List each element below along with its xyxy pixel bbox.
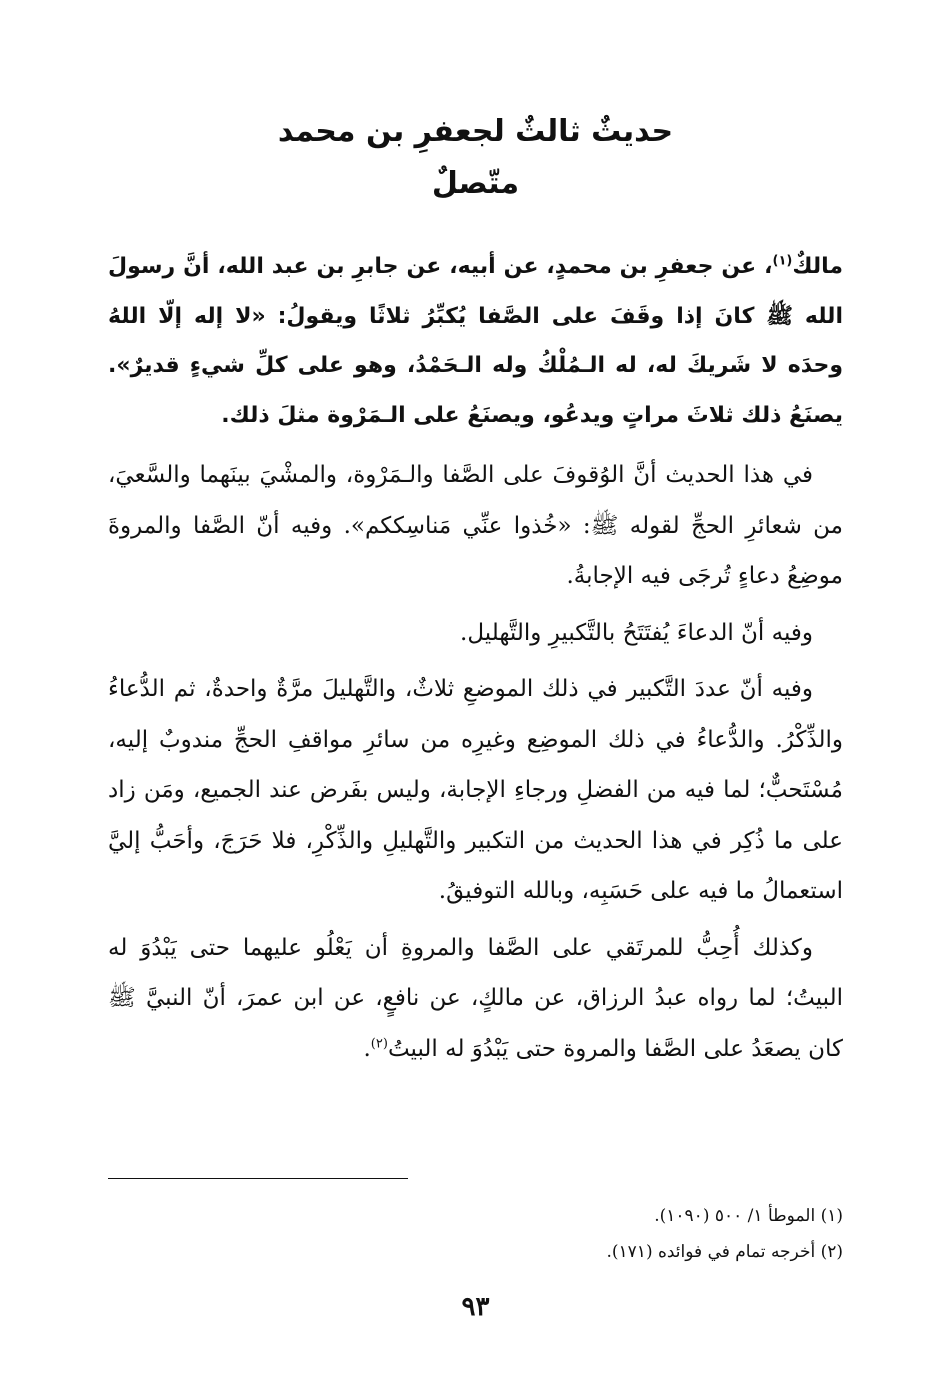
paragraph-2: وفيه أنّ الدعاءَ يُفتَتَحُ بالتَّكبيرِ والتَّهليل.: [460, 619, 813, 646]
chapter-heading: [108, 106, 843, 210]
paragraph-3: وفيه أنّ عددَ التَّكبير في ذلك الموضعِ ثلاثٌ، والتَّهليلَ مرَّةٌ واحدةٌ، ثم الدُّعاءُ والذِّكْرُ. والدُّعاءُ في ذلك الموضِع وغيرِه من سائرِ مواقفِ الحجِّ مندوبٌ إليه، مُسْتَحبٌّ؛ لما فيه من الفضلِ ورجاءِ الإجابة، وليس بفَرض عند الجميع، ومَن زاد على ما ذُكِر في هذا الحديث من التكبير والتَّهليلِ والذِّكْرِ، فلا حَرَجَ، وأحَبُّ إليَّ استعمالُ ما فيه على حَسَبِه، وبالله التوفيقُ.: [108, 676, 843, 904]
footnotes: [108, 1198, 843, 1270]
paragraph-4: [108, 923, 843, 1075]
footnote-2: (٢) أخرجه تمام في فوائده (١٧١).: [606, 1242, 843, 1262]
footnote-ref-2[interactable]: (٢): [370, 1035, 388, 1051]
paragraph-1: في هذا الحديث أنَّ الوُقوفَ على الصَّفا والـمَرْوة، والمشْيَ بينَهما والسَّعيَ، من شعائرِ الحجِّ لقوله ﷺ: «خُذوا عنِّي مَناسِككم». وفيه أنّ الصَّفا والمروةَ موضِعُ دعاءٍ تُرجَى فيه الإجابةُ.: [108, 462, 843, 589]
heading-line-2: متّصلٌ: [431, 166, 520, 201]
hadith-narrator: مالكٌ: [792, 254, 843, 279]
footnote-1: (١) الموطأ ١/ ٥٠٠ (١٠٩٠).: [654, 1206, 843, 1226]
footnote-divider: [108, 1178, 408, 1179]
heading-line-1: حديثٌ ثالثٌ لجعفرِ بن محمد: [277, 114, 674, 149]
page-number: ٩٣: [461, 1292, 490, 1322]
footnote-ref-1[interactable]: (١): [772, 253, 793, 269]
hadith-text: [108, 242, 843, 440]
paragraph-4-end: .: [363, 1035, 371, 1062]
hadith-body: ، عن جعفرِ بن محمدٍ، عن أبيه، عن جابرِ بن عبد الله، أنَّ رسولَ الله ﷺ كانَ إذا وقَفَ على الصَّفا يُكبِّرُ ثلاثًا ويقولُ: «لا إله إلّا اللهُ وحدَه لا شَريكَ له، له الـمُلْكُ وله الـحَمْدُ، وهو على كلِّ شيءٍ قديرٌ». يصنَعُ ذلك ثلاثَ مراتٍ ويدعُو، ويصنَعُ على الـمَرْوة مثلَ ذلك.: [108, 254, 843, 428]
book-page: [108, 100, 843, 1360]
paragraph-4-text: وكذلك أُحِبُّ للمرتَقي على الصَّفا والمروةِ أن يَعْلُو عليهما حتى يَبْدُوَ له البيتُ؛ لما رواه عبدُ الرزاق، عن مالكٍ، عن نافعٍ، عن ابن عمرَ، أنّ النبيَّ ﷺ كان يصعَدُ على الصَّفا والمروة حتى يَبْدُوَ له البيتُ: [108, 934, 843, 1062]
